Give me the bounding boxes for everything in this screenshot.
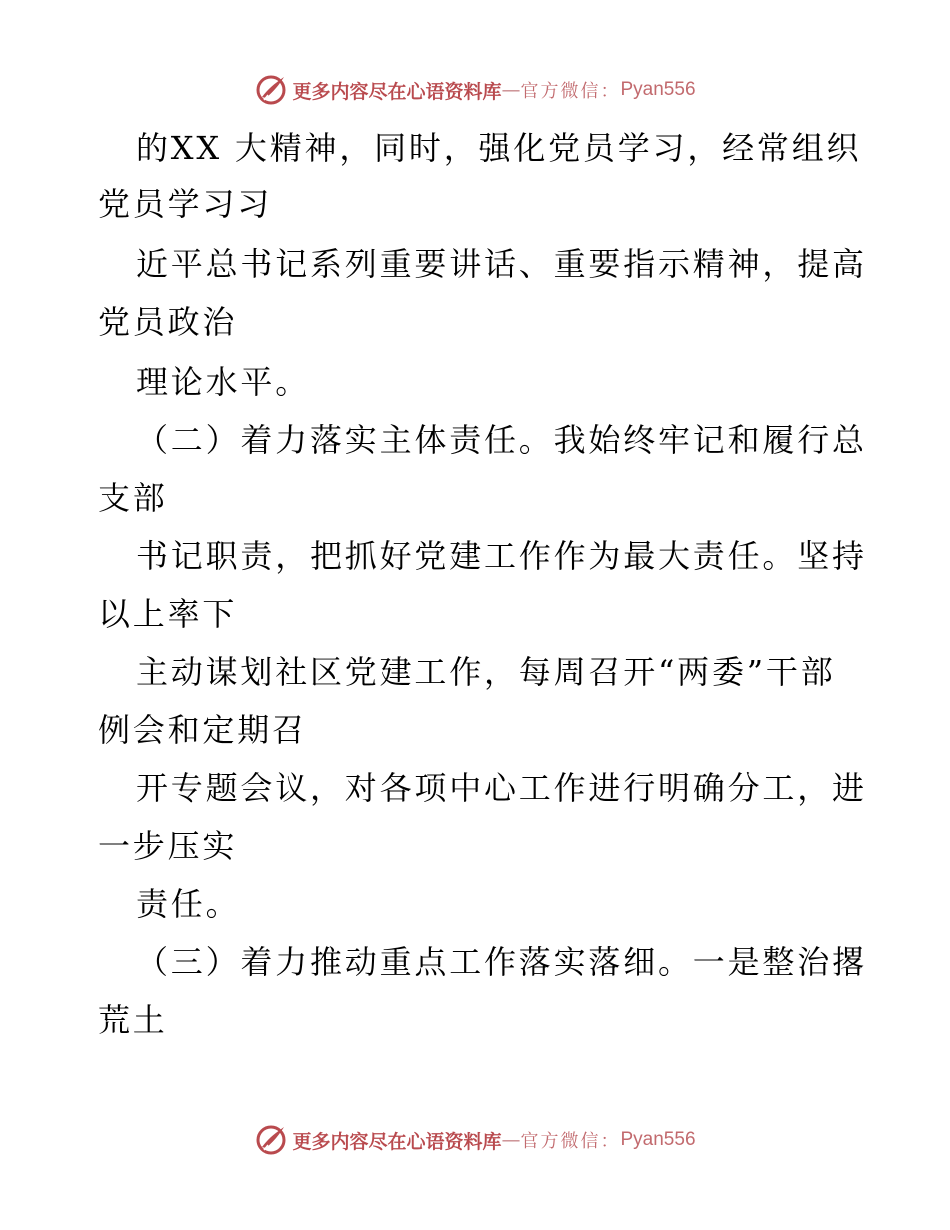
body-line: 开专题会议，对各项中心工作进行明确分工，进	[136, 769, 867, 807]
body-line: （三）着力推动重点工作落实落细。一是整治撂	[136, 943, 867, 981]
banner-contact-label: 官方微信：	[520, 81, 621, 102]
body-line: 党员政治	[98, 303, 238, 341]
banner-brand-text: 更多内容尽在心语资料库	[292, 1130, 502, 1153]
body-line: 理论水平。	[136, 363, 311, 401]
banner-separator: —	[501, 79, 521, 101]
banner-contact-label: 官方微信：	[520, 1131, 621, 1152]
body-line: 党员学习习	[98, 185, 273, 223]
body-line: （二）着力落实主体责任。我始终牢记和履行总	[136, 421, 867, 459]
body-line: 支部	[98, 479, 168, 517]
footer-banner	[0, 1120, 950, 1160]
body-line: 责任。	[136, 885, 241, 923]
body-line: 一步压实	[98, 827, 238, 865]
header-banner	[0, 70, 950, 110]
quill-pen-logo-icon	[254, 1123, 288, 1157]
body-line: 的XX 大精神，同时，强化党员学习，经常组织	[136, 129, 862, 167]
body-line: 主动谋划社区党建工作，每周召开“两委”干部	[136, 653, 836, 691]
banner-contact-id: Pyan556	[620, 79, 696, 100]
body-line: 书记职责，把抓好党建工作作为最大责任。坚持	[136, 537, 867, 575]
body-line: 例会和定期召	[98, 711, 307, 749]
body-line: 近平总书记系列重要讲话、重要指示精神，提高	[136, 245, 867, 283]
body-line: 以上率下	[98, 595, 238, 633]
banner-contact-id: Pyan556	[620, 1129, 696, 1150]
quill-pen-logo-icon	[254, 73, 288, 107]
body-line: 荒土	[98, 1001, 168, 1039]
banner-brand-text: 更多内容尽在心语资料库	[292, 80, 502, 103]
banner-separator: —	[501, 1129, 521, 1151]
